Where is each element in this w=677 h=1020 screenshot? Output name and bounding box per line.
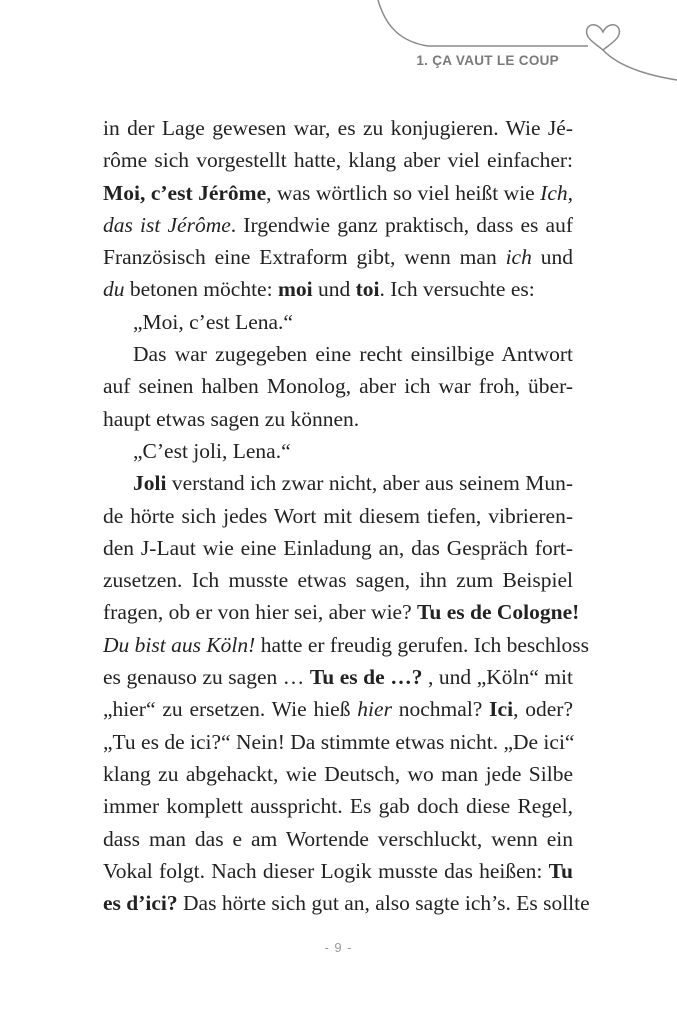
text-run: den J-Laut wie eine Einladung an, das Gespräch fort- (103, 535, 573, 560)
text-run: in der Lage gewesen war, es zu konjugieren. Wie Jé- (103, 116, 573, 140)
text-run: „hier“ zu ersetzen. Wie hieß (103, 697, 358, 722)
text-run: nochmal? (391, 697, 490, 722)
chapter-title: 1. ÇA VAUT LE COUP (416, 53, 559, 68)
text-line (103, 629, 590, 661)
bold-term: es d’ici? (103, 891, 178, 916)
text-line (103, 209, 573, 241)
text-line (103, 177, 573, 209)
text-line (103, 370, 573, 402)
text-run: . Irgendwie ganz praktisch, dass es auf (230, 212, 573, 237)
text-line (103, 887, 590, 919)
text-line (103, 532, 573, 564)
italic-phrase: du (103, 277, 125, 302)
text-line (103, 693, 573, 725)
text-run: betonen möchte: (124, 277, 278, 302)
text-run: fragen, ob er von hier sei, aber wie? (103, 600, 417, 625)
text-line (103, 403, 573, 435)
text-run: rôme sich vorgestellt hatte, klang aber viel einfacher: (103, 148, 573, 173)
text-run: , was wörtlich so viel heißt wie (266, 180, 541, 205)
text-run: de hörte sich jedes Wort mit diesem tiefen, vibrieren- (103, 503, 573, 528)
body-text (103, 112, 590, 919)
text-run: Das war zugegeben eine recht einsilbige Antwort (133, 342, 573, 367)
text-run: zusetzen. Ich musste etwas sagen, ihn zum Beispiel (103, 568, 573, 593)
text-line (103, 564, 573, 596)
bold-term: Joli (133, 471, 167, 496)
text-line (103, 241, 573, 273)
text-run: klang zu abgehackt, wie Deutsch, wo man jede Silbe (103, 761, 573, 786)
text-run: auf seinen halben Monolog, aber ich war froh, über- (103, 374, 573, 399)
bold-term: Tu es de …? (309, 665, 423, 690)
text-line (103, 855, 573, 887)
bold-term: Moi, c’est Jérôme (103, 180, 267, 205)
italic-phrase: ich (505, 245, 532, 270)
text-line (103, 112, 573, 144)
text-line (103, 596, 580, 628)
bold-term: Tu es de Cologne! (417, 600, 580, 625)
bold-term: toi (355, 277, 380, 302)
text-line (103, 306, 573, 338)
text-run: hatte er freudig gerufen. Ich beschloss (255, 632, 590, 657)
text-run: immer komplett ausspricht. Es gab doch diese Regel, (103, 794, 573, 819)
text-line (103, 661, 573, 693)
text-run: . Ich versuchte es: (379, 277, 535, 302)
text-line (103, 790, 573, 822)
text-run: Das hörte sich gut an, also sagte ich’s. Es sollte (177, 891, 590, 916)
text-run: Vokal folgt. Nach dieser Logik musste das heißen: (103, 858, 549, 883)
bold-term: Ici (489, 697, 514, 722)
italic-phrase: hier (357, 697, 392, 722)
text-run: Französisch eine Extraform gibt, wenn man (103, 245, 506, 270)
heart-line-ornament (0, 0, 677, 110)
text-run: „Moi, c’est Lena.“ (133, 309, 293, 334)
bold-term: moi (277, 277, 313, 302)
text-run: und (531, 245, 573, 270)
text-line (103, 758, 573, 790)
text-run: und (312, 277, 356, 302)
text-line (103, 467, 573, 499)
text-run: dass man das e am Wortende verschluckt, wenn ein (103, 826, 573, 851)
italic-phrase: Ich, (540, 180, 573, 205)
text-line (103, 823, 573, 855)
italic-phrase: das ist Jérôme (103, 212, 231, 237)
italic-phrase: Du bist aus Köln! (103, 632, 256, 657)
bold-term: Tu (548, 858, 573, 883)
text-line (103, 273, 573, 305)
text-line (103, 435, 573, 467)
text-line (103, 726, 573, 758)
text-run: verstand ich zwar nicht, aber aus seinem Mun- (166, 471, 574, 496)
text-line (103, 144, 573, 176)
text-run: „C’est joli, Lena.“ (133, 438, 291, 463)
page-number: - 9 - (324, 940, 353, 955)
text-run: es genauso zu sagen … (103, 665, 310, 690)
text-run: , und „Köln“ mit (422, 665, 574, 690)
text-run: „Tu es de ici?“ Nein! Da stimmte etwas nicht. „De ici“ (103, 729, 575, 754)
text-line (103, 500, 573, 532)
text-run: haupt etwas sagen zu können. (103, 406, 360, 431)
text-line (103, 338, 573, 370)
text-run: , oder? (513, 697, 574, 722)
